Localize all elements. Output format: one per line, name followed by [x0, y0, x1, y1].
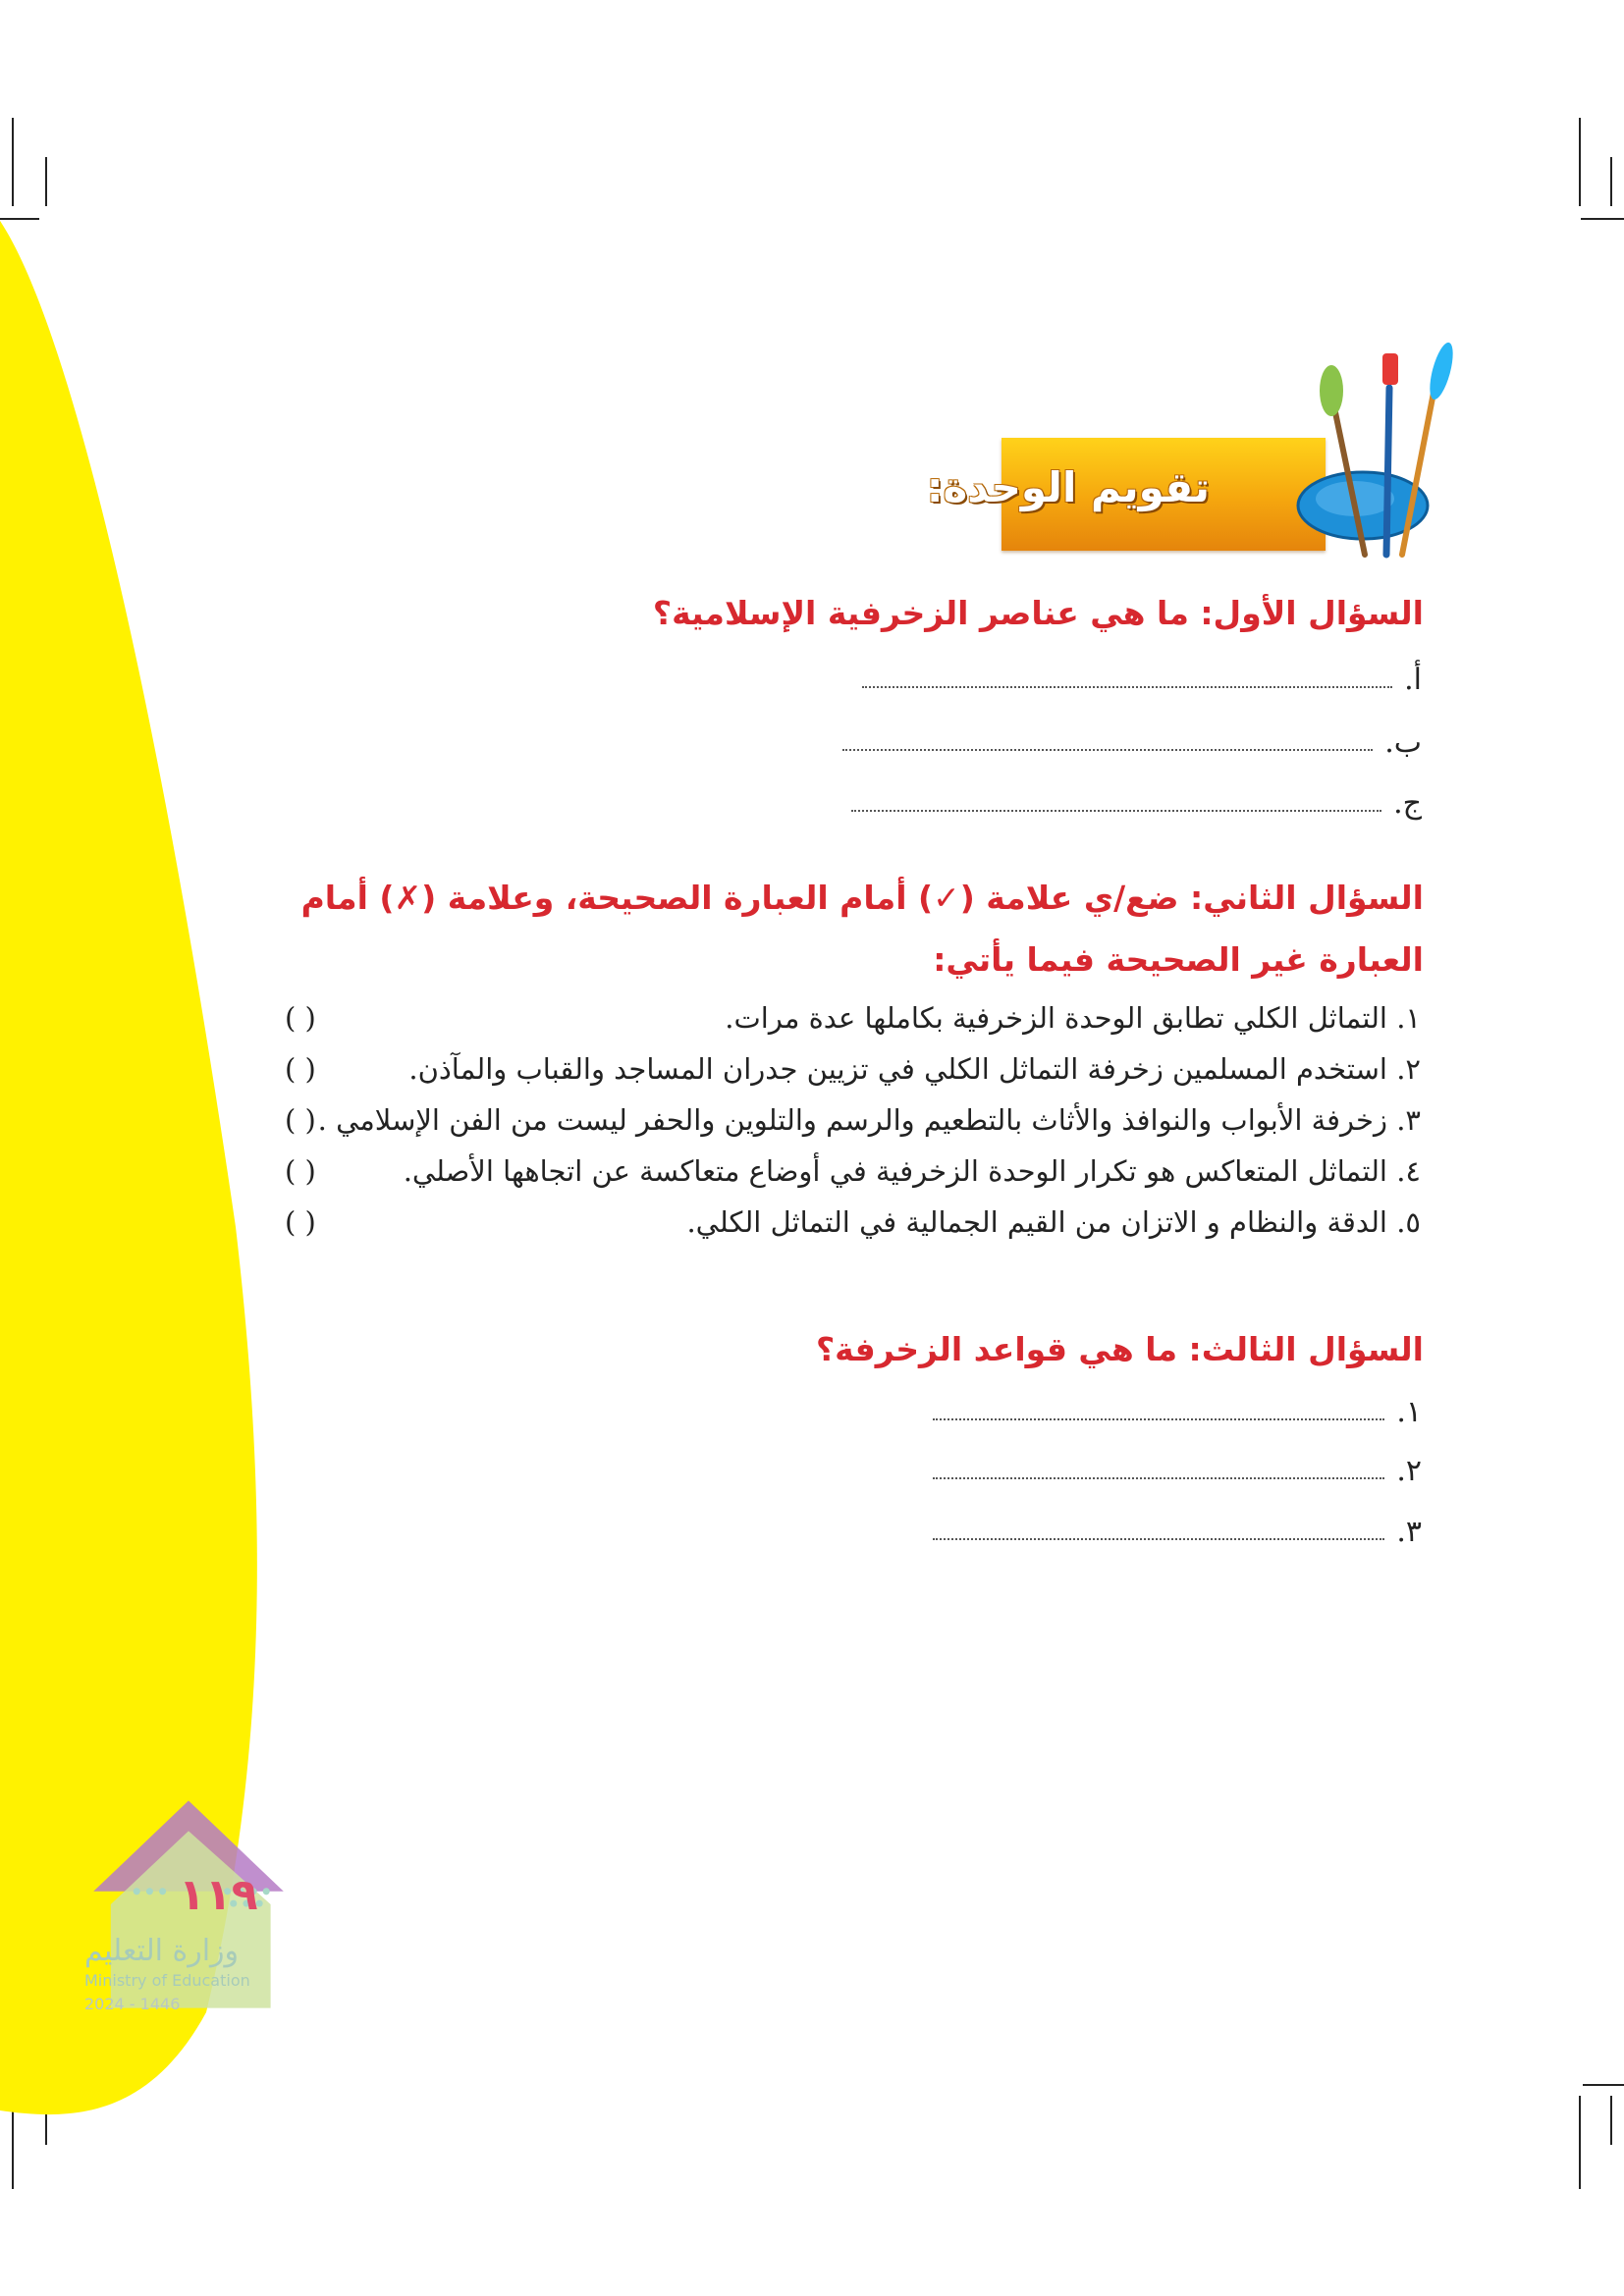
answer-line[interactable] [933, 1512, 1422, 1551]
statement-1: ١. التماثل الكلي تطابق الوحدة الزخرفية بكاملها عدة مرات. [725, 1001, 1421, 1035]
answer-label: ج. [1393, 785, 1422, 821]
page-number: ١١٩ [179, 1870, 258, 1920]
answer-label: ٢. [1396, 1453, 1422, 1488]
answer-line[interactable] [842, 722, 1422, 762]
ministry-name-english: Ministry of Education [84, 1971, 250, 1990]
question-1-title: السؤال الأول: ما هي عناصر الزخرفية الإسلامية؟ [652, 594, 1424, 632]
crop-mark [1583, 2084, 1624, 2086]
answer-box[interactable]: ( ) [285, 1205, 316, 1239]
dotted-answer-field[interactable] [933, 1538, 1384, 1540]
crop-mark [1610, 2096, 1612, 2145]
statement-2: ٢. استخدم المسلمين زخرفة التماثل الكلي في تزيين جدران المساجد والقباب والمآذن. [408, 1052, 1421, 1086]
answer-line[interactable] [851, 783, 1422, 823]
dotted-answer-field[interactable] [933, 1418, 1384, 1420]
answer-line[interactable] [933, 1392, 1422, 1431]
answer-box[interactable]: ( ) [285, 1052, 316, 1086]
statement-5: ٥. الدقة والنظام و الاتزان من القيم الجمالية في التماثل الكلي. [686, 1205, 1421, 1239]
dotted-answer-field[interactable] [933, 1477, 1384, 1479]
crop-mark [1610, 157, 1612, 206]
paint-palette-icon [1296, 334, 1463, 569]
question-2-title-line2: العبارة غير الصحيحة فيما يأتي: [933, 940, 1424, 979]
answer-box[interactable]: ( ) [285, 1103, 316, 1137]
answer-line[interactable] [933, 1451, 1422, 1490]
statement-4: ٤. التماثل المتعاكس هو تكرار الوحدة الزخرفية في أوضاع متعاكسة عن اتجاهها الأصلي. [403, 1154, 1421, 1188]
statement-3: ٣. زخرفة الأبواب والنوافذ والأثاث بالتطعيم والرسم والتلوين والحفر ليست من الفن الإسلامي . [317, 1103, 1421, 1137]
crop-mark [1579, 118, 1581, 206]
answer-label: أ. [1404, 662, 1422, 697]
answer-box[interactable]: ( ) [285, 1001, 316, 1035]
edition-year: 2024 - 1446 [84, 1995, 181, 2013]
ministry-name-arabic: وزارة التعليم [84, 1934, 240, 1968]
answer-line[interactable] [862, 660, 1422, 699]
banner-title: تقويم الوحدة: [926, 463, 1210, 511]
dotted-answer-field[interactable] [862, 686, 1392, 688]
answer-box[interactable]: ( ) [285, 1154, 316, 1188]
answer-label: ٣. [1396, 1514, 1422, 1549]
crop-mark [1581, 218, 1624, 220]
unit-review-banner [926, 438, 1326, 551]
dotted-answer-field[interactable] [851, 810, 1381, 812]
answer-label: ب. [1384, 724, 1422, 760]
dotted-answer-field[interactable] [842, 749, 1373, 751]
question-2-title-line1: السؤال الثاني: ضع/ي علامة (✓) أمام العبارة الصحيحة، وعلامة (✗) أمام [300, 879, 1424, 917]
crop-mark [1579, 2096, 1581, 2189]
question-3-title: السؤال الثالث: ما هي قواعد الزخرفة؟ [815, 1330, 1424, 1368]
answer-label: ١. [1396, 1394, 1422, 1429]
